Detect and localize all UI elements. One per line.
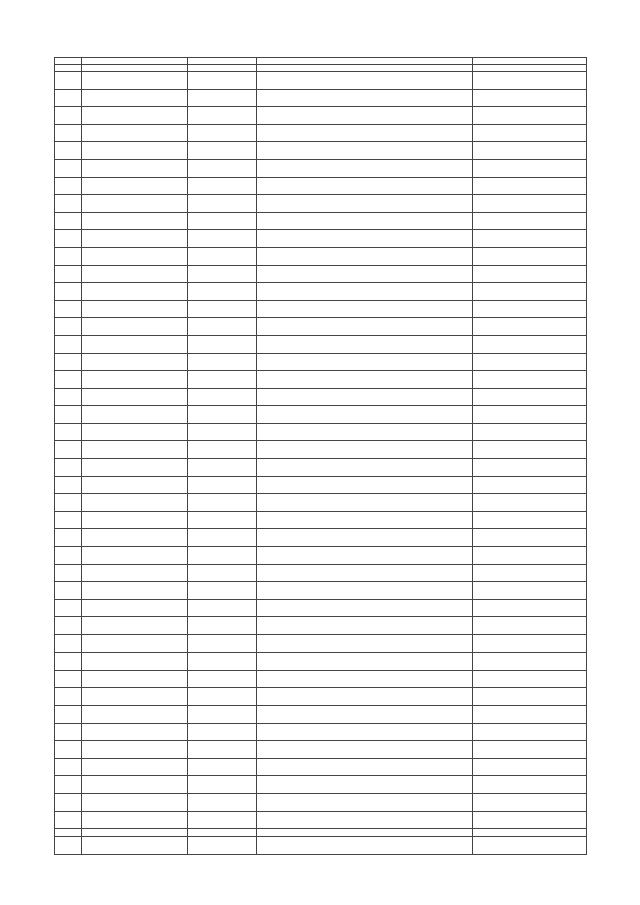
row-number xyxy=(55,318,82,336)
cadastral-number-cell xyxy=(82,142,188,160)
row-number xyxy=(55,829,82,837)
location-cell xyxy=(257,89,473,107)
cadastral-number-cell xyxy=(82,195,188,213)
cadastral-value-cell xyxy=(473,142,587,160)
table-row xyxy=(55,406,587,424)
row-number xyxy=(55,423,82,441)
cadastral-value-cell xyxy=(473,300,587,318)
cadastral-value-cell xyxy=(473,494,587,512)
column-header-index xyxy=(55,58,82,65)
cadastral-value-cell xyxy=(473,837,587,855)
row-number xyxy=(55,283,82,301)
district-cell xyxy=(188,177,257,195)
row-number xyxy=(55,441,82,459)
row-number xyxy=(55,670,82,688)
table-row xyxy=(55,142,587,160)
cadastral-number-cell xyxy=(82,582,188,600)
column-header-cadastral-number xyxy=(82,58,188,65)
table-row xyxy=(55,318,587,336)
row-number xyxy=(55,142,82,160)
cadastral-value-cell xyxy=(473,635,587,653)
district-cell xyxy=(188,353,257,371)
row-number xyxy=(55,406,82,424)
cadastral-number-cell xyxy=(82,564,188,582)
district-cell xyxy=(188,705,257,723)
table-row xyxy=(55,335,587,353)
cadastral-value-cell xyxy=(473,617,587,635)
table-row xyxy=(55,195,587,213)
district-cell xyxy=(188,107,257,125)
row-number xyxy=(55,159,82,177)
table-row xyxy=(55,758,587,776)
cadastral-value-cell xyxy=(473,212,587,230)
row-number xyxy=(55,230,82,248)
cadastral-number-cell xyxy=(82,705,188,723)
cadastral-value-cell xyxy=(473,529,587,547)
location-cell xyxy=(257,837,473,855)
cadastral-value-cell xyxy=(473,283,587,301)
table-row xyxy=(55,688,587,706)
cadastral-value-cell xyxy=(473,247,587,265)
location-cell xyxy=(257,195,473,213)
cadastral-value-cell xyxy=(473,547,587,565)
cadastral-number-cell xyxy=(82,776,188,794)
cadastral-number-cell xyxy=(82,811,188,829)
cadastral-value-cell xyxy=(473,776,587,794)
table-row xyxy=(55,837,587,855)
table-row xyxy=(55,107,587,125)
location-cell xyxy=(257,107,473,125)
cadastral-value-cell xyxy=(473,423,587,441)
district-cell xyxy=(188,758,257,776)
cadastral-number-cell xyxy=(82,652,188,670)
location-cell xyxy=(257,441,473,459)
location-cell xyxy=(257,124,473,142)
row-number xyxy=(55,811,82,829)
cadastral-value-cell xyxy=(473,723,587,741)
row-number xyxy=(55,107,82,125)
location-cell xyxy=(257,388,473,406)
row-number xyxy=(55,564,82,582)
district-cell xyxy=(188,283,257,301)
cadastral-value-cell xyxy=(473,318,587,336)
location-cell xyxy=(257,829,473,837)
district-cell xyxy=(188,688,257,706)
column-number xyxy=(55,65,82,72)
location-cell xyxy=(257,547,473,565)
cadastral-number-cell xyxy=(82,107,188,125)
district-cell xyxy=(188,793,257,811)
table-row xyxy=(55,423,587,441)
location-cell xyxy=(257,758,473,776)
row-number xyxy=(55,89,82,107)
location-cell xyxy=(257,582,473,600)
cadastral-number-cell xyxy=(82,177,188,195)
district-cell xyxy=(188,741,257,759)
row-number xyxy=(55,758,82,776)
table-row xyxy=(55,353,587,371)
row-number xyxy=(55,652,82,670)
district-cell xyxy=(188,124,257,142)
district-cell xyxy=(188,529,257,547)
table-row xyxy=(55,511,587,529)
location-cell xyxy=(257,72,473,90)
cadastral-number-cell xyxy=(82,124,188,142)
table-row xyxy=(55,441,587,459)
location-cell xyxy=(257,177,473,195)
district-cell xyxy=(188,476,257,494)
location-cell xyxy=(257,283,473,301)
row-number xyxy=(55,494,82,512)
row-number xyxy=(55,582,82,600)
cadastral-number-cell xyxy=(82,793,188,811)
cadastral-number-cell xyxy=(82,441,188,459)
location-cell xyxy=(257,476,473,494)
cadastral-value-cell xyxy=(473,670,587,688)
cadastral-value-cell xyxy=(473,511,587,529)
table-row xyxy=(55,793,587,811)
table-row xyxy=(55,741,587,759)
row-number xyxy=(55,547,82,565)
location-cell xyxy=(257,793,473,811)
table-row xyxy=(55,124,587,142)
table-row xyxy=(55,582,587,600)
table-row xyxy=(55,89,587,107)
cadastral-value-cell xyxy=(473,564,587,582)
cadastral-number-cell xyxy=(82,335,188,353)
table-row xyxy=(55,300,587,318)
row-number xyxy=(55,635,82,653)
cadastral-number-cell xyxy=(82,758,188,776)
cadastral-value-cell xyxy=(473,476,587,494)
table-row xyxy=(55,72,587,90)
location-cell xyxy=(257,811,473,829)
location-cell xyxy=(257,494,473,512)
location-cell xyxy=(257,300,473,318)
location-cell xyxy=(257,635,473,653)
table-row xyxy=(55,811,587,829)
district-cell xyxy=(188,371,257,389)
district-cell xyxy=(188,829,257,837)
cadastral-value-cell xyxy=(473,758,587,776)
row-number xyxy=(55,688,82,706)
district-cell xyxy=(188,459,257,477)
district-cell xyxy=(188,547,257,565)
cadastral-number-cell xyxy=(82,837,188,855)
row-number xyxy=(55,617,82,635)
table-row xyxy=(55,388,587,406)
district-cell xyxy=(188,89,257,107)
cadastral-number-cell xyxy=(82,547,188,565)
cadastral-number-cell xyxy=(82,529,188,547)
column-number xyxy=(82,65,188,72)
table-row xyxy=(55,371,587,389)
location-cell xyxy=(257,776,473,794)
table-row xyxy=(55,829,587,837)
district-cell xyxy=(188,441,257,459)
cadastral-number-cell xyxy=(82,741,188,759)
cadastral-value-cell xyxy=(473,371,587,389)
location-cell xyxy=(257,670,473,688)
table-row xyxy=(55,776,587,794)
cadastral-number-cell xyxy=(82,72,188,90)
table-row xyxy=(55,459,587,477)
district-cell xyxy=(188,406,257,424)
table-row xyxy=(55,564,587,582)
cadastral-number-cell xyxy=(82,476,188,494)
location-cell xyxy=(257,529,473,547)
cadastral-value-cell xyxy=(473,705,587,723)
row-number xyxy=(55,265,82,283)
table-row xyxy=(55,529,587,547)
column-header-district xyxy=(188,58,257,65)
location-cell xyxy=(257,406,473,424)
row-number xyxy=(55,723,82,741)
cadastral-number-cell xyxy=(82,670,188,688)
cadastral-number-cell xyxy=(82,459,188,477)
district-cell xyxy=(188,723,257,741)
table-row xyxy=(55,723,587,741)
district-cell xyxy=(188,564,257,582)
district-cell xyxy=(188,776,257,794)
row-number xyxy=(55,247,82,265)
cadastral-number-cell xyxy=(82,159,188,177)
cadastral-number-cell xyxy=(82,829,188,837)
table-row xyxy=(55,547,587,565)
cadastral-number-cell xyxy=(82,265,188,283)
cadastral-number-cell xyxy=(82,723,188,741)
cadastral-number-cell xyxy=(82,635,188,653)
location-cell xyxy=(257,564,473,582)
district-cell xyxy=(188,635,257,653)
row-number xyxy=(55,599,82,617)
location-cell xyxy=(257,212,473,230)
location-cell xyxy=(257,599,473,617)
cadastral-value-cell xyxy=(473,811,587,829)
district-cell xyxy=(188,195,257,213)
location-cell xyxy=(257,318,473,336)
table-header-row xyxy=(55,58,587,65)
row-number xyxy=(55,705,82,723)
location-cell xyxy=(257,159,473,177)
location-cell xyxy=(257,230,473,248)
column-number xyxy=(257,65,473,72)
cadastral-value-cell xyxy=(473,829,587,837)
table-row xyxy=(55,705,587,723)
table-row xyxy=(55,494,587,512)
table-row xyxy=(55,599,587,617)
location-cell xyxy=(257,652,473,670)
cadastral-number-cell xyxy=(82,230,188,248)
cadastral-value-cell xyxy=(473,741,587,759)
district-cell xyxy=(188,212,257,230)
cadastral-number-cell xyxy=(82,617,188,635)
district-cell xyxy=(188,837,257,855)
table-row xyxy=(55,283,587,301)
cadastral-value-cell xyxy=(473,265,587,283)
table-row xyxy=(55,635,587,653)
cadastral-number-cell xyxy=(82,388,188,406)
cadastral-number-cell xyxy=(82,318,188,336)
location-cell xyxy=(257,247,473,265)
location-cell xyxy=(257,142,473,160)
table-row xyxy=(55,265,587,283)
table-row xyxy=(55,652,587,670)
location-cell xyxy=(257,353,473,371)
cadastral-value-cell xyxy=(473,107,587,125)
location-cell xyxy=(257,335,473,353)
district-cell xyxy=(188,300,257,318)
row-number xyxy=(55,212,82,230)
table-row xyxy=(55,476,587,494)
cadastral-number-cell xyxy=(82,511,188,529)
table-row xyxy=(55,247,587,265)
cadastral-number-cell xyxy=(82,599,188,617)
row-number xyxy=(55,195,82,213)
row-number xyxy=(55,459,82,477)
district-cell xyxy=(188,811,257,829)
district-cell xyxy=(188,142,257,160)
cadastral-value-cell xyxy=(473,353,587,371)
cadastral-value-cell xyxy=(473,688,587,706)
district-cell xyxy=(188,582,257,600)
district-cell xyxy=(188,318,257,336)
location-cell xyxy=(257,723,473,741)
location-cell xyxy=(257,688,473,706)
location-cell xyxy=(257,511,473,529)
table-row xyxy=(55,670,587,688)
district-cell xyxy=(188,652,257,670)
location-cell xyxy=(257,423,473,441)
row-number xyxy=(55,300,82,318)
table-row xyxy=(55,230,587,248)
column-number xyxy=(188,65,257,72)
cadastral-number-cell xyxy=(82,353,188,371)
cadastral-value-cell xyxy=(473,793,587,811)
cadastral-number-cell xyxy=(82,212,188,230)
cadastral-value-cell xyxy=(473,406,587,424)
cadastral-value-cell xyxy=(473,335,587,353)
cadastral-number-cell xyxy=(82,300,188,318)
cadastral-value-cell xyxy=(473,599,587,617)
cadastral-value-cell xyxy=(473,72,587,90)
district-cell xyxy=(188,335,257,353)
row-number xyxy=(55,476,82,494)
table-row xyxy=(55,212,587,230)
row-number xyxy=(55,353,82,371)
row-number xyxy=(55,793,82,811)
location-cell xyxy=(257,265,473,283)
cadastral-number-cell xyxy=(82,247,188,265)
cadastral-value-cell xyxy=(473,582,587,600)
district-cell xyxy=(188,159,257,177)
cadastral-value-cell xyxy=(473,388,587,406)
cadastral-number-cell xyxy=(82,371,188,389)
cadastral-number-cell xyxy=(82,494,188,512)
location-cell xyxy=(257,371,473,389)
location-cell xyxy=(257,617,473,635)
district-cell xyxy=(188,511,257,529)
location-cell xyxy=(257,741,473,759)
column-number xyxy=(473,65,587,72)
row-number xyxy=(55,335,82,353)
table-row xyxy=(55,617,587,635)
cadastral-value-cell xyxy=(473,177,587,195)
cadastral-number-cell xyxy=(82,423,188,441)
cadastral-number-cell xyxy=(82,688,188,706)
row-number xyxy=(55,837,82,855)
row-number xyxy=(55,388,82,406)
cadastral-number-cell xyxy=(82,89,188,107)
cadastral-value-cell xyxy=(473,159,587,177)
table-row xyxy=(55,159,587,177)
cadastral-value-cell xyxy=(473,89,587,107)
district-cell xyxy=(188,599,257,617)
cadastral-value-cell xyxy=(473,124,587,142)
district-cell xyxy=(188,670,257,688)
row-number xyxy=(55,371,82,389)
cadastral-number-cell xyxy=(82,283,188,301)
row-number xyxy=(55,72,82,90)
land-plots-table xyxy=(54,57,587,855)
row-number xyxy=(55,529,82,547)
cadastral-value-cell xyxy=(473,441,587,459)
location-cell xyxy=(257,705,473,723)
row-number xyxy=(55,177,82,195)
cadastral-value-cell xyxy=(473,195,587,213)
district-cell xyxy=(188,494,257,512)
cadastral-number-cell xyxy=(82,406,188,424)
cadastral-value-cell xyxy=(473,230,587,248)
district-cell xyxy=(188,388,257,406)
column-header-location xyxy=(257,58,473,65)
table-row xyxy=(55,177,587,195)
column-header-cadastral-value xyxy=(473,58,587,65)
location-cell xyxy=(257,459,473,477)
cadastral-value-cell xyxy=(473,652,587,670)
district-cell xyxy=(188,72,257,90)
row-number xyxy=(55,124,82,142)
district-cell xyxy=(188,247,257,265)
district-cell xyxy=(188,423,257,441)
district-cell xyxy=(188,230,257,248)
table-column-number-row xyxy=(55,65,587,72)
row-number xyxy=(55,511,82,529)
row-number xyxy=(55,776,82,794)
district-cell xyxy=(188,617,257,635)
district-cell xyxy=(188,265,257,283)
cadastral-value-cell xyxy=(473,459,587,477)
row-number xyxy=(55,741,82,759)
